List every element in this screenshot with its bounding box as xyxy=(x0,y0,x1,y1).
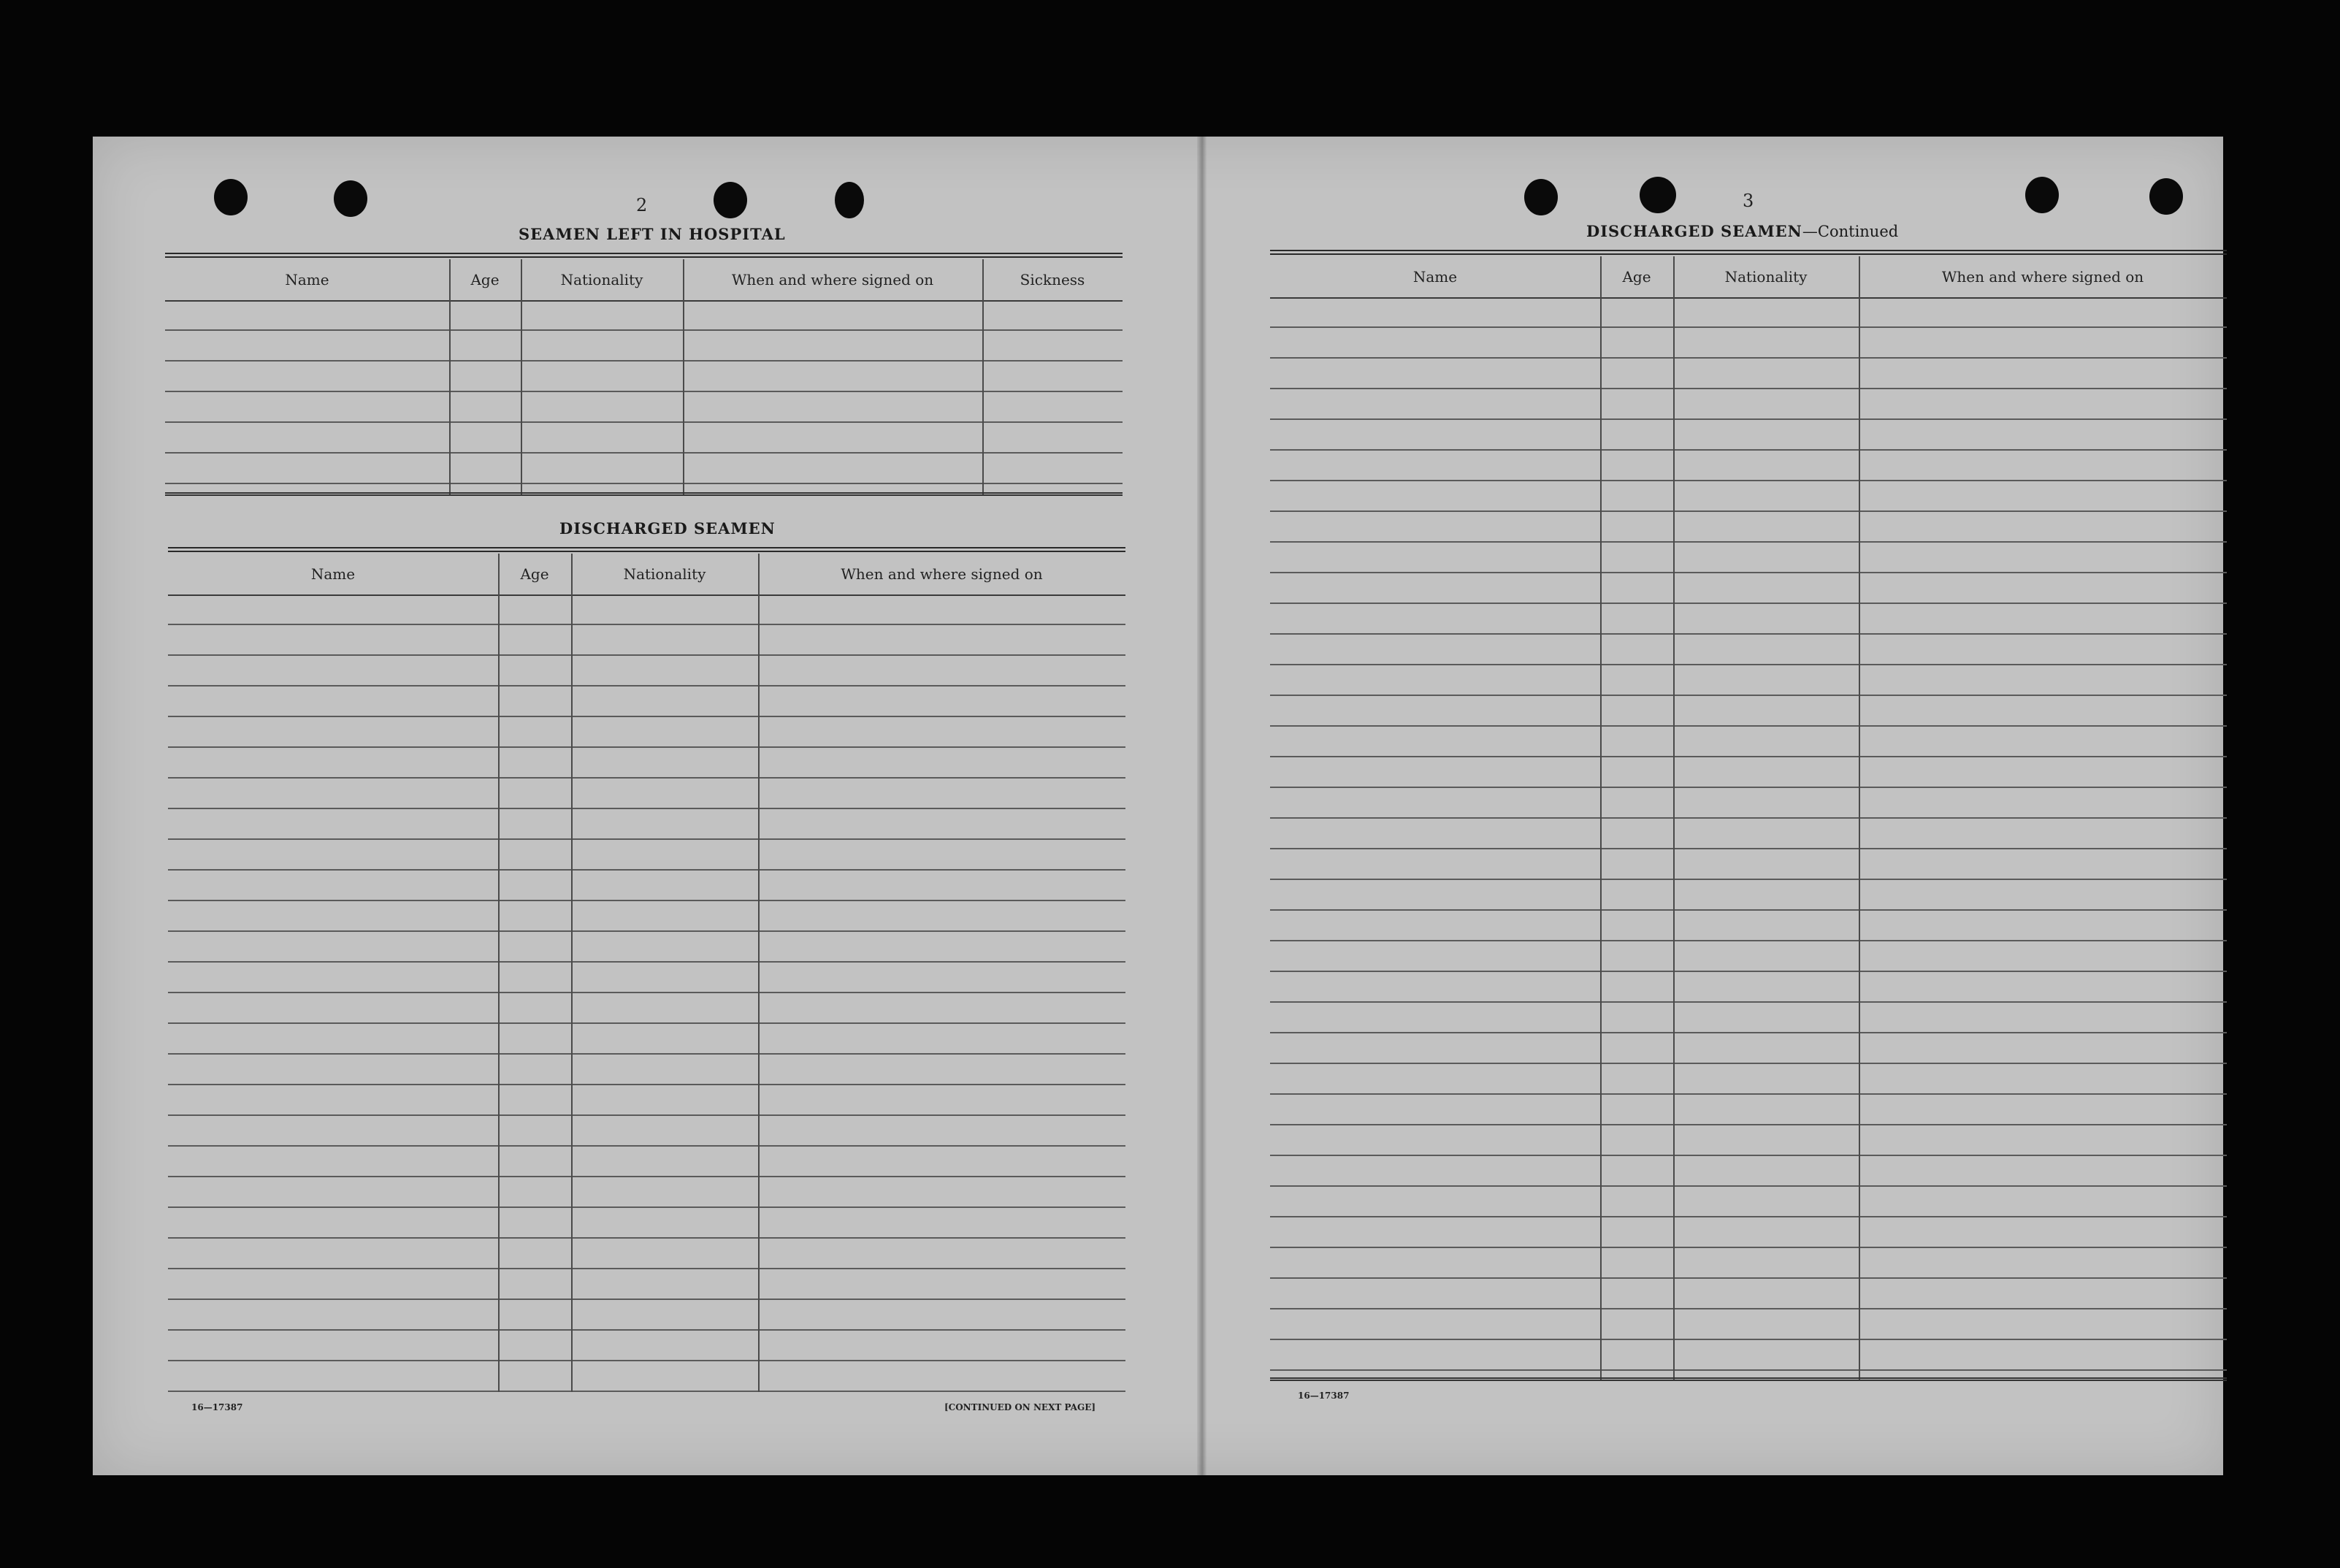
discharged-table-header xyxy=(168,554,1125,596)
column-divider xyxy=(1673,256,1675,1381)
column-divider xyxy=(449,259,451,496)
hospital-col-signed-on: When and where signed on xyxy=(731,271,934,288)
hospital-col-age: Age xyxy=(470,271,500,288)
form-number-right: 16—17387 xyxy=(1298,1391,1350,1401)
column-divider xyxy=(683,259,684,496)
hospital-section-title: SEAMEN LEFT IN HOSPITAL xyxy=(519,225,786,243)
punch-hole xyxy=(1640,177,1676,213)
column-divider xyxy=(521,259,522,496)
punch-hole xyxy=(2149,178,2183,215)
hospital-top-rule xyxy=(165,253,1123,258)
hospital-table-rows xyxy=(165,300,1123,496)
punch-hole xyxy=(2025,177,2059,213)
discharged-continued-top-rule xyxy=(1270,250,2227,255)
hospital-bottom-rule xyxy=(165,492,1123,496)
punch-hole xyxy=(214,179,248,215)
document-sheet xyxy=(93,137,2223,1475)
discharged-continued-bottom-rule xyxy=(1270,1377,2227,1381)
hospital-table-header xyxy=(165,259,1123,302)
hospital-col-sickness: Sickness xyxy=(1020,271,1085,288)
discharged-table-rows xyxy=(168,594,1125,1392)
column-divider xyxy=(982,259,984,496)
punch-hole xyxy=(835,182,864,218)
continued-note: [CONTINUED ON NEXT PAGE] xyxy=(944,1402,1096,1412)
continued-suffix: —Continued xyxy=(1802,223,1899,240)
discharged-continued-rows xyxy=(1270,297,2227,1381)
hospital-col-name: Name xyxy=(285,271,329,288)
column-divider xyxy=(571,554,573,1392)
form-number-left: 16—17387 xyxy=(191,1402,243,1412)
discharged-section-title: DISCHARGED SEAMEN xyxy=(559,519,776,538)
hospital-table xyxy=(165,259,1123,496)
punch-hole xyxy=(334,180,367,217)
punch-hole xyxy=(1524,179,1558,215)
column-divider xyxy=(758,554,760,1392)
center-fold xyxy=(1197,137,1207,1475)
discharged-col-age: Age xyxy=(520,565,549,583)
discharged-continued-table xyxy=(1270,256,2227,1381)
discharged-top-rule xyxy=(168,547,1125,552)
discharged-continued-title-text: DISCHARGED SEAMEN xyxy=(1586,222,1802,240)
continued-col-name: Name xyxy=(1412,268,1458,286)
discharged-table xyxy=(168,554,1125,1392)
punch-hole xyxy=(714,182,747,218)
continued-col-nationality: Nationality xyxy=(1724,268,1808,286)
discharged-continued-title xyxy=(1586,222,1898,240)
discharged-col-name: Name xyxy=(310,565,356,583)
page-number-left: 2 xyxy=(636,195,648,215)
hospital-col-nationality: Nationality xyxy=(560,271,643,288)
column-divider xyxy=(1859,256,1860,1381)
page-number-right: 3 xyxy=(1743,191,1754,211)
discharged-col-nationality: Nationality xyxy=(623,565,706,583)
column-divider xyxy=(1600,256,1602,1381)
continued-col-age: Age xyxy=(1622,268,1651,286)
discharged-continued-header xyxy=(1270,256,2227,299)
column-divider xyxy=(498,554,500,1392)
continued-col-signed-on: When and where signed on xyxy=(1941,268,2144,286)
discharged-col-signed-on: When and where signed on xyxy=(841,565,1043,583)
